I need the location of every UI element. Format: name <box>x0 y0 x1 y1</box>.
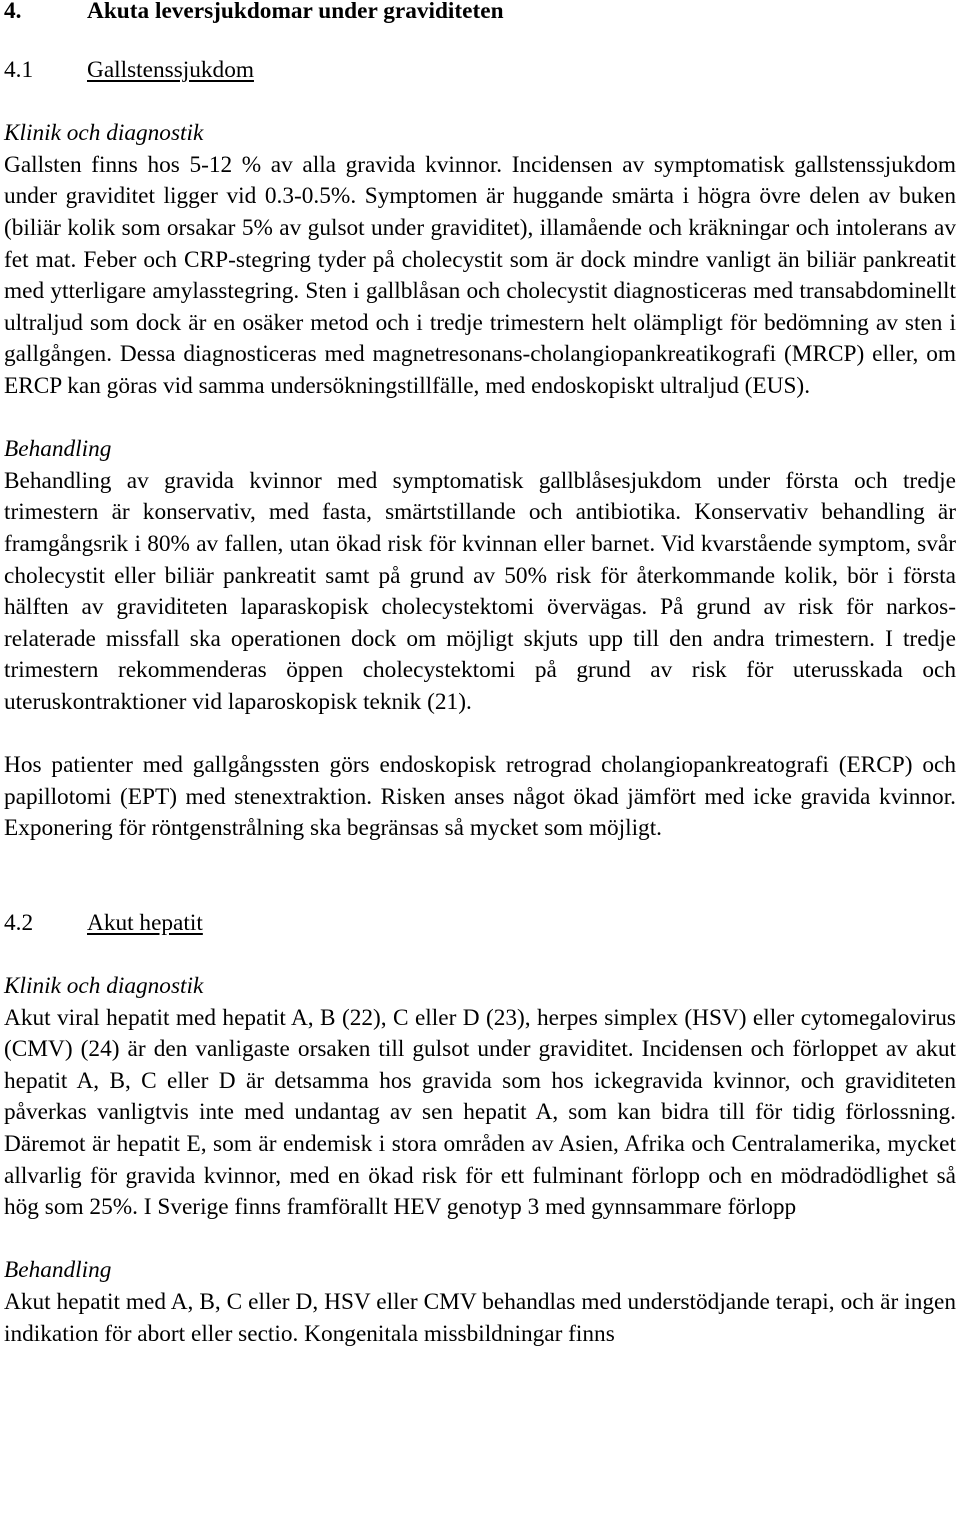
chapter-number: 4. <box>4 0 22 24</box>
section-gallstenssjukdom <box>4 55 956 845</box>
chapter-heading <box>4 0 956 30</box>
chapter-title: Akuta leversjukdomar under graviditeten <box>87 0 504 24</box>
paragraph: Behandling av gravida kvinnor med symptomatisk gallblåsesjukdom under första och tredje trimestern är konservativ, med fasta, smärtstillande och antibiotika. Konservativ behandling är framgångsrik i 80% av fallen, utan ökad risk för kvinnan eller barnet. Vid kvarstående symptom, svår cholecystit eller biliär pankreatit samt på grund av 50% risk för återkommande kolik, bör i första hälften av graviditeten laparaskopisk cholecystektomi övervägas. På grund av risk för narkos-relaterade missfall ska operationen dock om möjligt skjuts upp till den andra trimestern. I tredje trimestern rekommenderas öppen cholecystektomi på grund av risk för uterusskada och uteruskontraktioner vid laparoskopisk teknik (21). <box>4 467 956 715</box>
paragraph: Akut hepatit med A, B, C eller D, HSV eller CMV behandlas med understödjande terapi, och är ingen indikation för abort eller sectio. Kongenitala missbildningar finns <box>4 1288 956 1347</box>
section-title: Gallstenssjukdom <box>87 57 254 83</box>
section-heading <box>4 55 254 87</box>
section-title: Akut hepatit <box>87 909 203 936</box>
document-page <box>4 0 956 1350</box>
section-number: 4.2 <box>4 909 34 936</box>
paragraph: Hos patienter med gallgångssten görs endoskopisk retrograd cholangiopankreatografi (ERCP) och papillotomi (EPT) med stenextraktion. Risken anses något ökad jämfört med icke gravida kvinnor. Exponering för röntgenstrålning ska begränsas så mycket som möjligt. <box>4 752 956 842</box>
section-number: 4.1 <box>4 57 34 83</box>
subheading-behandling: Behandling <box>4 436 112 463</box>
section-heading <box>4 908 203 940</box>
subheading-behandling: Behandling <box>4 1257 112 1284</box>
subheading-klinik: Klinik och diagnostik <box>4 973 204 1000</box>
section-akut-hepatit <box>4 908 956 1350</box>
paragraph: Gallsten finns hos 5-12 % av alla gravida kvinnor. Incidensen av symptomatisk gallstenssjukdom under graviditet ligger vid 0.3-0.5%. Symptomen är huggande smärta i högra övre delen av buken (biliär kolik som orsakar 5% av gulsot under graviditet), illamående och kräkningar och intolerans av fet mat. Feber och CRP-stegring tyder på cholecystit som är dock mindre vanligt än biliär pankreatit med ytterligare amylasstegring. Sten i gallblåsan och cholecystit diagnosticeras med transabdominellt ultraljud som dock är en osäker metod och i tredje trimestern helt olämpligt för bedömning av sten i gallgången. Dessa diagnosticeras med magnetresonans-cholangiopankreatikografi (MRCP) eller, om ERCP kan göras vid samma undersökningstillfälle, med endoskopiskt ultraljud (EUS). <box>4 151 956 399</box>
paragraph: Akut viral hepatit med hepatit A, B (22), C eller D (23), herpes simplex (HSV) eller cytomegalovirus (CMV) (24) är den vanligaste orsaken till gulsot under graviditet. Incidensen och förloppet av akut hepatit A, B, C eller D är detsamma hos gravida som hos ickegravida kvinnor, och graviditeten påverkas vanligtvis inte med undantag av sen hepatit A, som kan bidra till för tidig förlossning. Däremot är hepatit E, som är endemisk i stora områden av Asien, Afrika och Centralamerika, mycket allvarlig för gravida kvinnor, med en ökad risk för ett fulminant förlopp och en mödradödlighet så hög som 25%. I Sverige finns framförallt HEV genotyp 3 med gynnsammare förlopp <box>4 1004 956 1221</box>
subheading-klinik: Klinik och diagnostik <box>4 120 204 147</box>
